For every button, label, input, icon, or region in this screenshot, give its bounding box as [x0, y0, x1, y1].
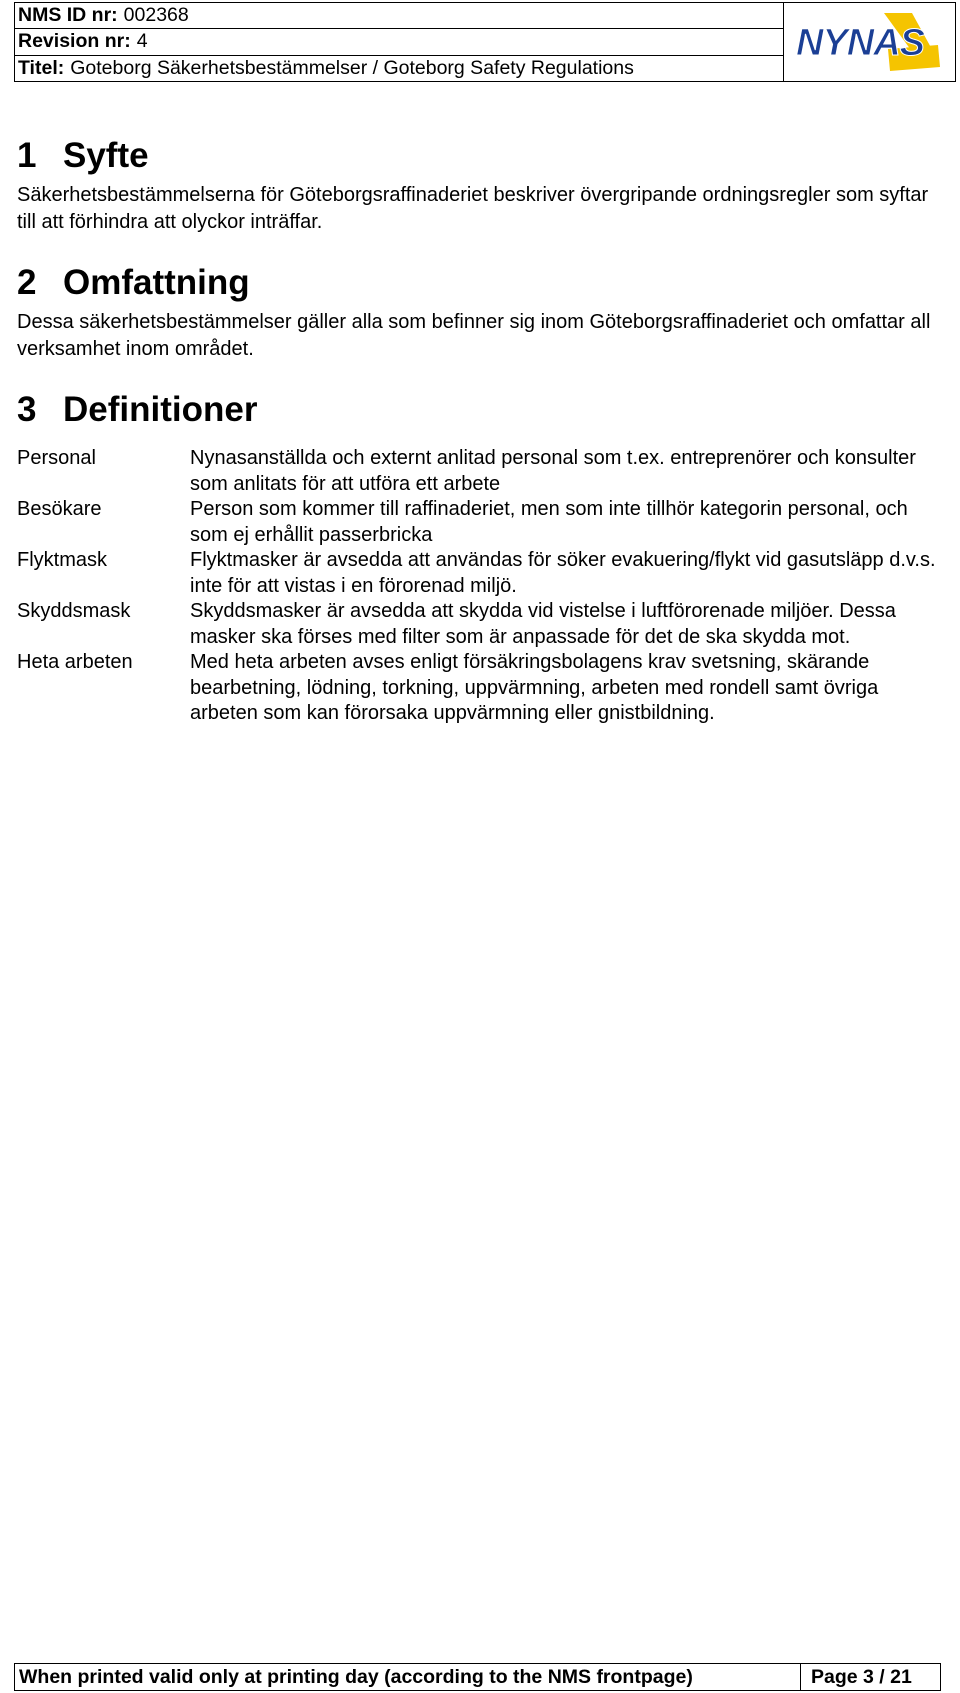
section-text: Dessa säkerhetsbestämmelser gäller alla som befinner sig inom Göteborgsraffinaderiet och omfattar all verksamhet inom området.: [17, 311, 931, 360]
document-body: [17, 130, 937, 727]
section-heading: [17, 384, 937, 436]
definition-term: Heta arbeten: [17, 651, 133, 673]
definition-term: Skyddsmask: [17, 600, 131, 622]
revision-value: 4: [136, 30, 148, 53]
definition-row: [17, 548, 937, 599]
definitions-list: [17, 446, 937, 727]
definition-term: Flyktmask: [17, 549, 107, 571]
definition-row: [17, 650, 937, 727]
section-heading: [17, 130, 937, 182]
section-title: Definitioner: [63, 390, 258, 429]
logo-wordmark: NYNAS: [795, 22, 924, 64]
revision-row: [15, 29, 783, 55]
section-number: 2: [17, 263, 37, 302]
nms-id-row: [15, 3, 783, 29]
section-omfattning: [17, 257, 937, 363]
definition-text: Flyktmasker är avsedda att användas för söker evakuering/flykt vid gasutsläpp d.v.s. inte för att vistas i en förorenad miljö.: [190, 549, 936, 597]
definition-row: [17, 599, 937, 650]
title-row: [15, 56, 783, 81]
document-footer: [14, 1663, 941, 1691]
nynas-logo: [784, 3, 955, 81]
section-number: 3: [17, 390, 37, 429]
definition-text: Skyddsmasker är avsedda att skydda vid vistelse i luftförorenade miljöer. Dessa masker ska förses med filter som är anpassade för det de ska skydda mot.: [190, 600, 896, 648]
definition-text: Med heta arbeten avses enligt försäkringsbolagens krav svetsning, skärande bearbetning, lödning, torkning, uppvärmning, arbeten med rondell samt övriga arbeten som kan förorsaka uppvärmning eller gnistbildning.: [190, 651, 879, 724]
definition-row: [17, 446, 937, 497]
definition-term: Besökare: [17, 498, 102, 520]
revision-label: Revision nr:: [18, 30, 131, 53]
section-number: 1: [17, 136, 37, 175]
title-value: Goteborg Säkerhetsbestämmelser / Goteborg Safety Regulations: [70, 56, 634, 79]
section-title: Omfattning: [63, 263, 250, 302]
document-header: [14, 2, 956, 82]
validity-note: When printed valid only at printing day (according to the NMS frontpage): [15, 1664, 801, 1690]
definition-text: Person som kommer till raffinaderiet, men som inte tillhör kategorin personal, och som ej erhållit passerbricka: [190, 498, 908, 546]
header-fields: [15, 3, 784, 81]
nms-id-label: NMS ID nr:: [18, 4, 118, 27]
title-label: Titel:: [18, 56, 65, 79]
nms-id-value: 002368: [123, 4, 189, 27]
page-number: Page 3 / 21: [811, 1665, 912, 1688]
section-text: Säkerhetsbestämmelserna för Göteborgsraffinaderiet beskriver övergripande ordningsregler som syftar till att förhindra att olyckor inträffar.: [17, 184, 929, 233]
section-title: Syfte: [63, 136, 149, 175]
section-heading: [17, 257, 937, 309]
section-definitioner: [17, 384, 937, 727]
definition-row: [17, 497, 937, 548]
section-syfte: [17, 130, 937, 236]
definition-term: Personal: [17, 447, 96, 469]
definition-text: Nynasanställda och externt anlitad personal som t.ex. entreprenörer och konsulter som anlitats för att utföra ett arbete: [190, 447, 916, 495]
